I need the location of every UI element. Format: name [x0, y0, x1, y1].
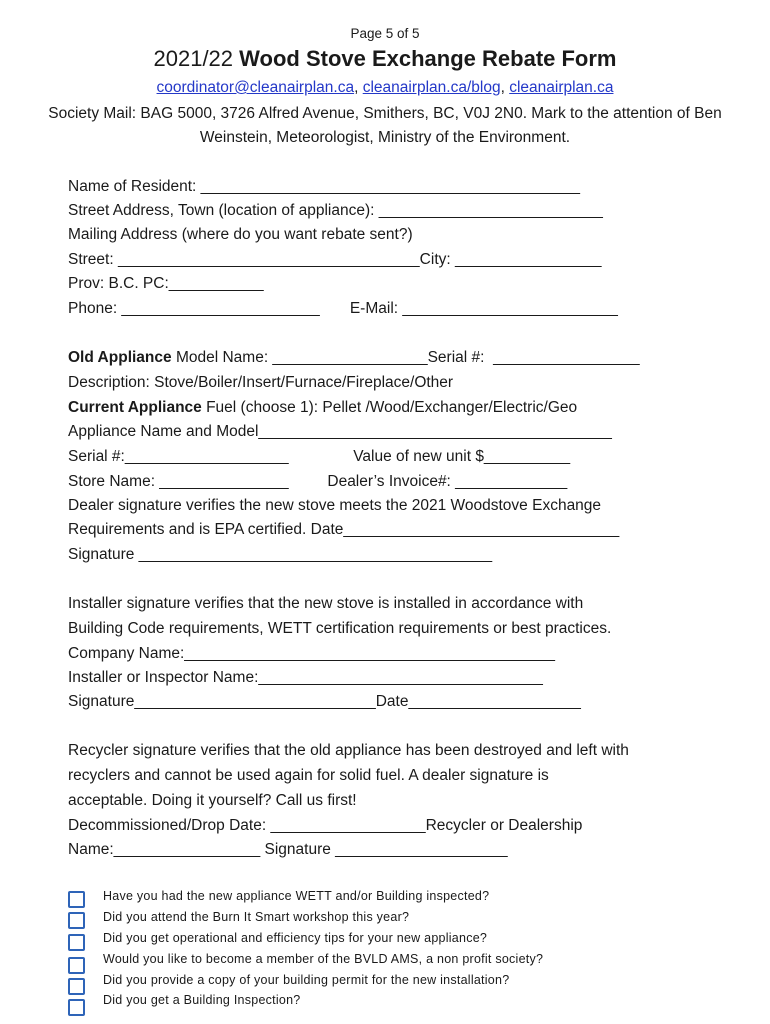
- question-burn-it-smart: Did you attend the Burn It Smart workshop this year?: [103, 910, 410, 924]
- building-inspection-checkbox[interactable]: [68, 999, 85, 1016]
- phone-email-field[interactable]: Phone: _______________________ E-Mail: _________________________: [68, 300, 618, 317]
- question-building-inspection: Did you get a Building Inspection?: [103, 993, 301, 1007]
- prov-pc-field[interactable]: Prov: B.C. PC:___________: [68, 275, 264, 292]
- website-link[interactable]: cleanairplan.ca: [509, 79, 614, 96]
- store-invoice-field[interactable]: Store Name: _______________ Dealer’s Invoice#: _____________: [68, 473, 568, 490]
- blog-link[interactable]: cleanairplan.ca/blog: [362, 79, 501, 96]
- installer-signature-date-field[interactable]: Signature____________________________Date____________________: [68, 693, 581, 710]
- efficiency-tips-checkbox[interactable]: [68, 934, 85, 951]
- title-year: 2021/22: [153, 46, 234, 71]
- old-appliance-label: Old Appliance: [68, 349, 172, 366]
- dealer-signature-field[interactable]: Signature _________________________________________: [68, 546, 493, 563]
- recycler-name-signature-field[interactable]: Name:_________________ Signature ____________________: [68, 841, 508, 858]
- building-permit-checkbox[interactable]: [68, 978, 85, 995]
- street-address-field[interactable]: Street Address, Town (location of appliance): __________________________: [68, 202, 603, 219]
- question-wett-inspected: Have you had the new appliance WETT and/or Building inspected?: [103, 889, 490, 903]
- installer-verification-text-2: Building Code requirements, WETT certification requirements or best practices.: [68, 620, 612, 637]
- wett-inspected-checkbox[interactable]: [68, 891, 85, 908]
- membership-checkbox[interactable]: [68, 957, 85, 974]
- dealer-date-field[interactable]: Requirements and is EPA certified. Date________________________________: [68, 521, 620, 538]
- society-mail-text: Society Mail: BAG 5000, 3726 Alfred Avenue, Smithers, BC, V0J 2N0. Mark to the attention of Ben Weinstein, Meteorologist, Ministry of the Environment.: [48, 105, 722, 146]
- burn-it-smart-checkbox[interactable]: [68, 912, 85, 929]
- decommissioned-date-field[interactable]: Decommissioned/Drop Date: __________________Recycler or Dealership: [68, 817, 583, 834]
- recycler-verification-text: Recycler signature verifies that the old appliance has been destroyed and left with: [68, 742, 629, 759]
- recycler-verification-text-3: acceptable. Doing it yourself? Call us first!: [68, 792, 357, 809]
- contact-links: coordinator@cleanairplan.ca, cleanairplan.ca/blog, cleanairplan.ca: [156, 79, 614, 96]
- current-appliance-label: Current Appliance: [68, 399, 202, 416]
- question-membership: Would you like to become a member of the BVLD AMS, a non profit society?: [103, 952, 544, 966]
- old-appliance-model: Model Name: __________________Serial #: _________________: [171, 349, 640, 366]
- old-appliance-field[interactable]: [68, 348, 640, 368]
- page-number: Page 5 of 5: [350, 26, 420, 41]
- appliance-name-model-field[interactable]: Appliance Name and Model_________________________________________: [68, 423, 612, 440]
- question-efficiency-tips: Did you get operational and efficiency tips for your new appliance?: [103, 931, 488, 945]
- old-appliance-description: Description: Stove/Boiler/Insert/Furnace/Fireplace/Other: [68, 374, 454, 391]
- resident-name-field[interactable]: Name of Resident: ____________________________________________: [68, 178, 580, 195]
- mailing-address-label: Mailing Address (where do you want rebate sent?): [68, 226, 413, 243]
- dealer-verification-text: Dealer signature verifies the new stove meets the 2021 Woodstove Exchange: [68, 497, 602, 514]
- question-building-permit: Did you provide a copy of your building permit for the new installation?: [103, 973, 510, 987]
- serial-value-field[interactable]: Serial #:___________________ Value of new unit $__________: [68, 448, 571, 465]
- fuel-options: Fuel (choose 1): Pellet /Wood/Exchanger/Electric/Geo: [201, 399, 578, 416]
- form-title: [0, 46, 770, 72]
- company-name-field[interactable]: Company Name:___________________________________________: [68, 645, 555, 662]
- installer-verification-text: Installer signature verifies that the new stove is installed in accordance with: [68, 595, 584, 612]
- street-city-field[interactable]: Street: ___________________________________City: _________________: [68, 251, 602, 268]
- email-link[interactable]: coordinator@cleanairplan.ca: [156, 79, 355, 96]
- title-name: Wood Stove Exchange Rebate Form: [239, 46, 617, 71]
- recycler-verification-text-2: recyclers and cannot be used again for solid fuel. A dealer signature is: [68, 767, 549, 784]
- installer-name-field[interactable]: Installer or Inspector Name:_________________________________: [68, 669, 543, 686]
- current-appliance-fuel[interactable]: [68, 398, 577, 418]
